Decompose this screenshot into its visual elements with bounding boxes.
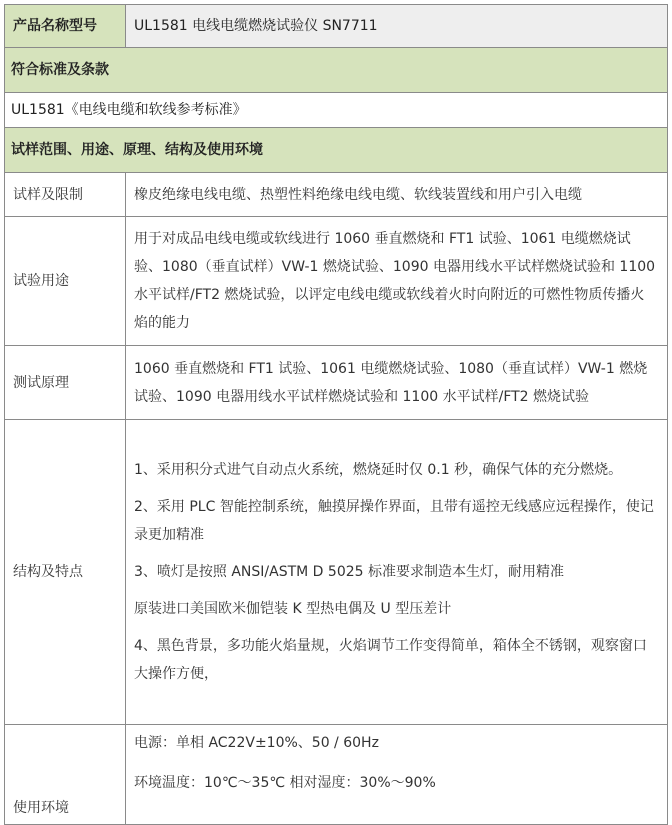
environment-label: 使用环境 [5, 725, 126, 825]
table-row [5, 173, 668, 217]
environment-climate: 环境温度：10℃～35℃ 相对湿度：30%～90% [134, 775, 436, 791]
feature-item: 3、喷灯是按照 ANSI/ASTM D 5025 标准要求制造本生灯，耐用精准 [134, 564, 564, 580]
principle-label: 测试原理 [5, 346, 126, 420]
limits-label: 试样及限制 [5, 173, 126, 217]
principle-value: 1060 垂直燃烧和 FT1 试验、1061 电缆燃烧试验、1080（垂直试样）VW-1 燃烧试验、1090 电器用线水平试样燃烧试验和 1100 水平试样/FT2 燃烧试验 [126, 346, 668, 420]
product-value: UL1581 电线电缆燃烧试验仪 SN7711 [126, 5, 668, 48]
scope-heading: 试样范围、用途、原理、结构及使用环境 [5, 128, 668, 173]
table-row [5, 420, 668, 725]
product-label: 产品名称型号 [5, 5, 126, 48]
table-row [5, 217, 668, 346]
environment-power: 电源：单相 AC22V±10%、50 / 60Hz [134, 735, 379, 751]
standards-value: UL1581《电线电缆和软线参考标准》 [5, 93, 668, 128]
feature-item: 原装进口美国欧米伽铠装 K 型热电偶及 U 型压差计 [134, 601, 452, 617]
purpose-value: 用于对成品电线电缆或软线进行 1060 垂直燃烧和 FT1 试验、1061 电缆燃烧试验、1080（垂直试样）VW-1 燃烧试验、1090 电器用线水平试样燃烧试验和 1100 水平试样/FT2 燃烧试验，以评定电线电缆或软线着火时向附近的可燃性物质传播火焰的能力 [126, 217, 668, 346]
feature-item: 4、黑色背景，多功能火焰量规，火焰调节工作变得简单，箱体全不锈钢，观察窗口大操作方便， [134, 638, 647, 682]
feature-item: 2、采用 PLC 智能控制系统，触摸屏操作界面，且带有遥控无线感应远程操作，使记录更加精准 [134, 499, 654, 543]
spec-table [4, 4, 668, 825]
standards-value-row [5, 93, 668, 128]
feature-item: 1、采用积分式进气自动点火系统，燃烧延时仅 0.1 秒，确保气体的充分燃烧。 [134, 462, 623, 478]
features-value [126, 420, 668, 725]
purpose-label: 试验用途 [5, 217, 126, 346]
standards-section-row [5, 48, 668, 93]
environment-value [126, 725, 668, 825]
features-label: 结构及特点 [5, 420, 126, 725]
limits-value: 橡皮绝缘电线电缆、热塑性料绝缘电线电缆、软线装置线和用户引入电缆 [126, 173, 668, 217]
product-row [5, 5, 668, 48]
table-row [5, 346, 668, 420]
scope-section-row [5, 128, 668, 173]
standards-heading: 符合标准及条款 [5, 48, 668, 93]
table-row [5, 725, 668, 825]
